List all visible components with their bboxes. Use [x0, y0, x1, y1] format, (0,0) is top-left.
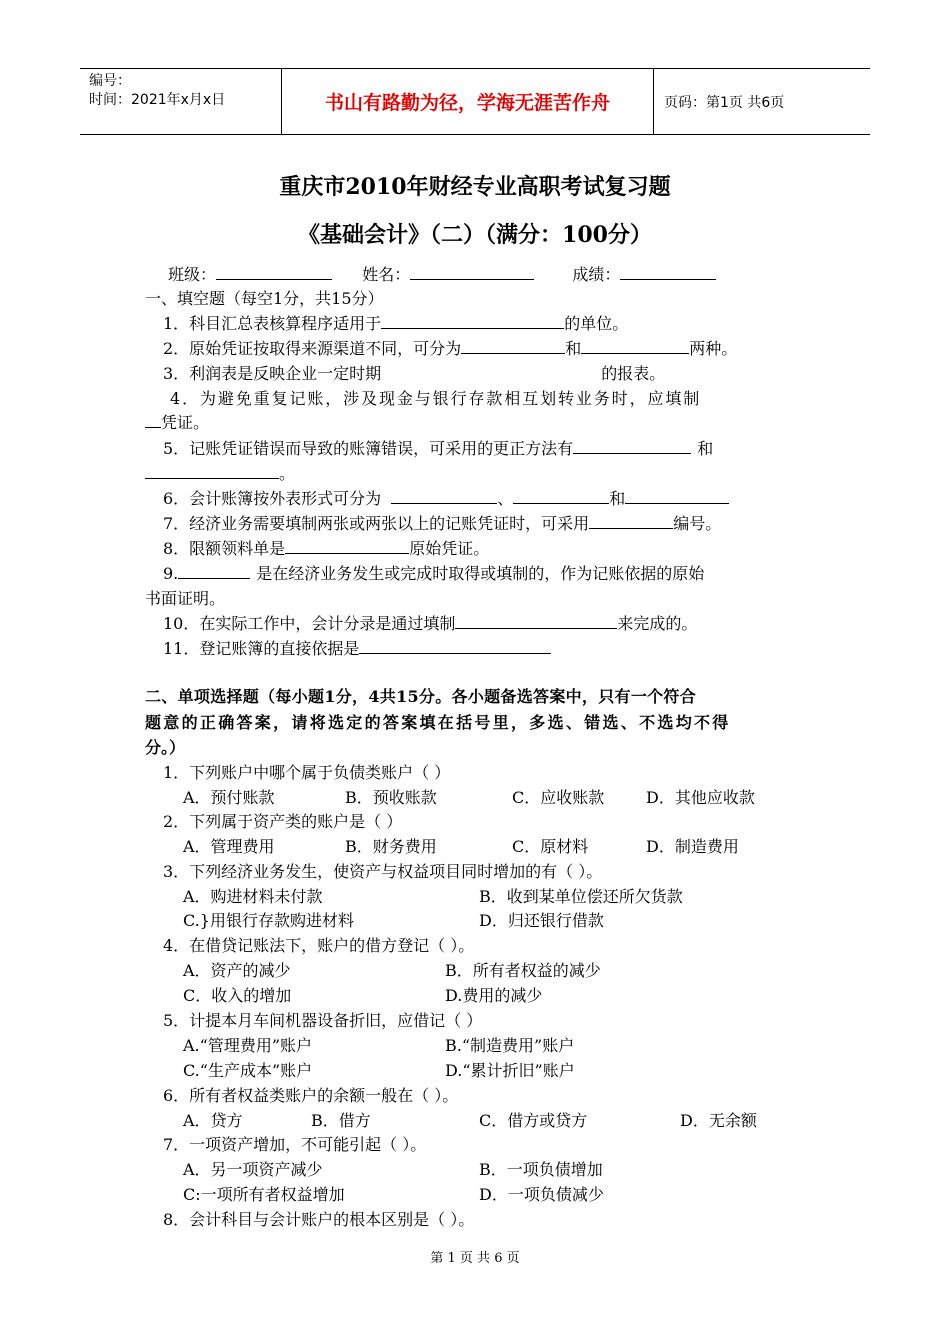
s1-question-11: [163, 636, 551, 659]
answer-blank[interactable]: [145, 412, 161, 428]
answer-blank[interactable]: [145, 463, 279, 479]
student-info: [168, 262, 716, 285]
s2-q5-option-d[interactable]: D.“累计折旧”账户: [445, 1061, 575, 1080]
answer-blank[interactable]: [461, 338, 565, 354]
s1-question-10: [163, 611, 697, 634]
s1-q6-sep: 、: [497, 489, 514, 508]
answer-blank[interactable]: [625, 488, 729, 504]
s2-q3-option-a[interactable]: A．购进材料未付款: [183, 887, 323, 906]
s2-q7-option-b[interactable]: B．一项负债增加: [479, 1160, 603, 1179]
s1-q8-text-end: 原始凭证。: [409, 539, 490, 558]
s2-question-8: 8．会计科目与会计账户的根本区别是（ ）。: [163, 1210, 475, 1229]
class-blank[interactable]: [216, 264, 332, 280]
time-label: 时间：2021年x月x日: [89, 92, 226, 108]
s1-q6-text: 6．会计账簿按外表形式可分为: [163, 489, 382, 508]
s2-q2-option-a[interactable]: A．管理费用: [183, 837, 275, 856]
s2-q1-option-d[interactable]: D．其他应收款: [646, 788, 755, 807]
s1-question-3: [163, 361, 665, 384]
s2-q7-option-c[interactable]: C:一项所有者权益增加: [183, 1185, 345, 1204]
s1-question-5: [163, 436, 713, 459]
answer-blank[interactable]: [178, 563, 250, 579]
s2-q4-option-d[interactable]: D.费用的减少: [445, 986, 543, 1005]
s1-question-4: 4．为避免重复记账，涉及现金与银行存款相互划转业务时，应填制: [170, 389, 702, 408]
answer-blank[interactable]: [581, 338, 689, 354]
s2-question-1: 1．下列账户中哪个属于负债类账户（ ）: [163, 763, 451, 782]
s1-question-6: [163, 486, 729, 509]
s1-q5-text: 5．记账凭证错误而导致的账簿错误，可采用的更正方法有: [163, 439, 574, 458]
s1-q2-and: 和: [565, 339, 582, 358]
answer-blank[interactable]: [391, 488, 497, 504]
answer-blank[interactable]: [589, 513, 673, 529]
header-left-cell: [80, 69, 282, 134]
s2-question-2: 2．下列属于资产类的账户是（ ）: [163, 812, 403, 831]
s2-q2-option-c[interactable]: C．原材料: [512, 837, 589, 856]
s2-q5-option-a[interactable]: A.“管理费用”账户: [183, 1036, 313, 1055]
header-table: [80, 68, 870, 135]
s1-q5-text-end: 。: [279, 464, 296, 483]
s1-question-9-cont: 书面证明。: [145, 589, 226, 608]
s2-q4-option-b[interactable]: B．所有者权益的减少: [445, 961, 601, 980]
s1-q7-text-end: 编号。: [673, 514, 722, 533]
s2-q4-option-c[interactable]: C．收入的增加: [183, 986, 292, 1005]
s1-question-9: [163, 561, 704, 584]
s1-q6-and: 和: [609, 489, 626, 508]
s2-q4-option-a[interactable]: A．资产的减少: [183, 961, 291, 980]
s2-q6-option-c[interactable]: C．借方或贷方: [479, 1111, 588, 1130]
s2-question-5: 5．计提本月车间机器设备折旧，应借记（ ）: [163, 1011, 483, 1030]
s1-q1-text: 1．科目汇总表核算程序适用于: [163, 314, 382, 333]
section2-heading-line2: 题意的正确答案，请将选定的答案填在括号里，多选、错选、不选均不得: [145, 713, 731, 732]
s1-question-7: [163, 511, 721, 534]
answer-blank[interactable]: [285, 538, 409, 554]
score-blank[interactable]: [620, 264, 716, 280]
s2-q1-option-c[interactable]: C．应收账款: [512, 788, 605, 807]
s2-q1-option-a[interactable]: A．预付账款: [183, 788, 275, 807]
section2-heading-line1: 二、单项选择题（每小题1分，4共15分。各小题备选答案中，只有一个符合: [145, 687, 697, 706]
s2-question-7: 7．一项资产增加，不可能引起（ ）。: [163, 1135, 427, 1154]
s1-q2-text-end: 两种。: [689, 339, 738, 358]
s1-question-2: [163, 336, 737, 359]
s2-q6-option-b[interactable]: B．借方: [311, 1111, 371, 1130]
s1-q3-text-end: 的报表。: [601, 364, 666, 383]
s2-q3-option-d[interactable]: D．归还银行借款: [479, 911, 604, 930]
s2-q7-option-a[interactable]: A．另一项资产减少: [183, 1160, 323, 1179]
s2-q5-option-b[interactable]: B.“制造费用”账户: [445, 1036, 575, 1055]
s2-q7-option-d[interactable]: D．一项负债减少: [479, 1185, 604, 1204]
s2-q2-option-b[interactable]: B．财务费用: [345, 837, 437, 856]
s1-q3-text: 3．利润表是反映企业一定时期: [163, 364, 382, 383]
page-footer: 第 1 页 共 6 页: [430, 1251, 520, 1266]
s1-question-8: [163, 536, 489, 559]
section1-heading: 一、填空题（每空1分，共15分）: [145, 289, 384, 308]
s1-q10-text-end: 来完成的。: [617, 614, 698, 633]
s1-q5-and: 和: [697, 439, 714, 458]
section2-heading-line3: 分。）: [145, 738, 186, 757]
s1-q11-text: 11．登记账簿的直接依据是: [163, 639, 360, 658]
s1-q2-text: 2．原始凭证按取得来源渠道不同，可分为: [163, 339, 462, 358]
name-blank[interactable]: [410, 264, 534, 280]
s2-q2-option-d[interactable]: D．制造费用: [646, 837, 739, 856]
answer-blank[interactable]: [513, 488, 609, 504]
motto: 书山有路勤为径，学海无涯苦作舟: [282, 69, 654, 134]
s1-q8-text: 8．限额领料单是: [163, 539, 286, 558]
s1-q4-text-end: 凭证。: [161, 413, 210, 432]
s1-q10-text: 10．在实际工作中，会计分录是通过填制: [163, 614, 456, 633]
s1-q7-text: 7．经济业务需要填制两张或两张以上的记账凭证时，可采用: [163, 514, 590, 533]
s2-q5-option-c[interactable]: C.“生产成本”账户: [183, 1061, 313, 1080]
s2-question-3: 3．下列经济业务发生，使资产与权益项目同时增加的有（ ）。: [163, 862, 603, 881]
s1-question-1: [163, 311, 628, 334]
s2-q1-option-b[interactable]: B．预收账款: [345, 788, 437, 807]
s2-q3-option-c[interactable]: C.}用银行存款购进材料: [183, 911, 354, 930]
s1-question-4-cont: [145, 410, 209, 433]
number-label: 编号：: [89, 73, 131, 89]
s2-q6-option-a[interactable]: A．贷方: [183, 1111, 243, 1130]
s1-q1-text-end: 的单位。: [564, 314, 629, 333]
answer-blank[interactable]: [455, 613, 617, 629]
s1-q9-number: 9.: [163, 564, 179, 583]
page-title: 重庆市2010年财经专业高职考试复习题: [279, 174, 671, 200]
answer-blank[interactable]: [573, 438, 691, 454]
s2-question-4: 4．在借贷记账法下，账户的借方登记（ ）。: [163, 936, 475, 955]
s2-question-6: 6．所有者权益类账户的余额一般在（ ）。: [163, 1086, 459, 1105]
s1-q9-text: 是在经济业务发生或完成时取得或填制的，作为记账依据的原始: [256, 564, 705, 583]
page-subtitle: 《基础会计》（二）（满分：100分）: [298, 222, 652, 248]
score-label: 成绩：: [572, 265, 621, 284]
answer-blank[interactable]: [359, 638, 551, 654]
class-label: 班级：: [168, 265, 217, 284]
s2-q3-option-b[interactable]: B．收到某单位偿还所欠货款: [479, 887, 683, 906]
name-label: 姓名：: [362, 265, 411, 284]
s2-q6-option-d[interactable]: D．无余额: [680, 1111, 757, 1130]
page-code: 页码：第1页 共6页: [664, 94, 785, 111]
s1-question-5-cont: [145, 461, 295, 484]
answer-blank[interactable]: [381, 313, 564, 329]
